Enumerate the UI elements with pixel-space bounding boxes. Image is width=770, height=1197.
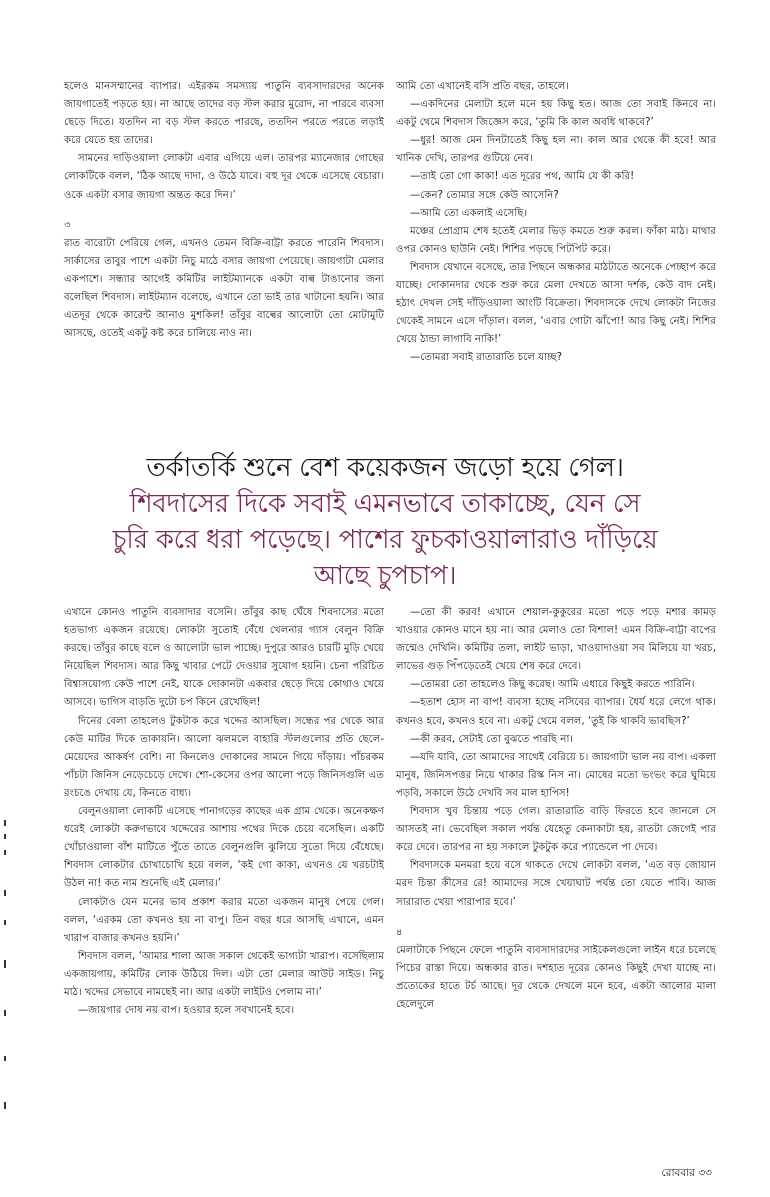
paragraph: লোকটাও যেন মনের ভাব প্রকাশ করার মতো একজন মানুষ পেয়ে গেল। বলল, ‘এরকম তো কখনও হয় না বাপু। তিন বছর ধরে আসছি এখানে, এমন খারাপ বাজার কখনও হয়নি।’ bbox=[64, 896, 384, 944]
pull-quote-line: তর্কাতর্কি শুনে বেশ কয়েকজন জড়ো হয়ে গেল। bbox=[146, 453, 624, 483]
pull-quote-line: আছে চুপচাপ। bbox=[313, 561, 457, 591]
paragraph-group bbox=[396, 604, 716, 912]
paragraph: —তোমরা তো তাহলেও কিছু করেছ। আমি এধারে কিছুই করতে পারিনি। bbox=[410, 679, 695, 691]
paragraph: —একদিনের মেলাটা হলে মনে হয় কিছু হত। আজ তো সবাই কিনবে না। একটু থেমে শিবদাস জিজ্ঞেস করে, ‘তুমি কি কাল অবধি থাকবে?’ bbox=[396, 99, 716, 129]
paragraph: —ধুর! আজ মেন দিনটাতেই কিছু হল না। কাল আর থেকে কী হবে! আর খানিক দেখি, তারপর গুটিয়ে নেব। bbox=[396, 135, 716, 165]
paragraph: বেলুনওয়ালা লোকটি এসেছে পানাগড়ের কাছের এক গ্রাম থেকে। অনেকক্ষণ ধরেই লোকটা করুণভাবে খদ্দেরের আশায় পথের দিকে চেয়ে বসেছিল। একটি খোঁচাওয়ালা বাঁশ মাটিতে পুঁতে তাতে বেলুনগুলি ঝুলিয়ে সুতো দিয়ে বেঁধেছে। শিবদাস লোকটার চোখাচোখি হয়ে বলল, ‘কই গো কাকা, এখনও যে খরচটাই উঠল না! কত নাম শুনেছি এই মেলার।’ bbox=[64, 806, 384, 890]
paragraph: মেলাটাকে পিছনে ফেলে পাতুনি ব্যবসাদারদের সাইকেলগুলো লাইন ধরে চলেছে পিচের রাস্তা দিয়ে। অন্ধকার রাত। দশহাত দূরের কোনও কিছুই দেখা যাচ্ছে না। প্রত্যেকের হাতে টর্চ আছে। দূর থেকে দেখলে মনে হবে, একটা আলোর মালা হেলেদুলে bbox=[396, 944, 716, 1010]
paragraph: —তো কী করব! এখানে শেয়াল-কুকুরের মতো পড়ে পড়ে মশার কামড় খাওয়ার কোনও মানে হয় না। আর মেলাও তো বিশাল! এমন বিক্রি-বাট্টা বাপের জন্মেও দেখিনি। কমিটির তলা, লাইট ভাড়া, খাওয়াদাওয়া সব মিলিয়ে যা খরচ, লাভের গুড় পিঁপড়েতেই খেয়ে শেষ করে দেবে। bbox=[396, 607, 716, 673]
paragraph: —কেন? তোমার সঙ্গে কেউ আসেনি? bbox=[410, 189, 559, 201]
paragraph: সামনের দাড়িওয়ালা লোকটা এবার এগিয়ে এল। তারপর ম্যানেজার গোছের লোকটিকে বলল, ‘ঠিক আছে দাদা, ও উঠে যাবে। বহু দূর থেকে এসেছে বেচারা। ওকে একটা বসার জায়গা অন্তত করে দিন।’ bbox=[64, 153, 384, 201]
column-top-left bbox=[64, 78, 384, 343]
column-top-right bbox=[396, 78, 716, 368]
paragraph: দিনের বেলা তাহলেও টুকটাক করে খদ্দের আসছিল। সন্ধের পর থেকে আর কেউ মাটির দিকে তাকায়নি। আলো ঝলমলে বাহারি স্টলগুলোর প্রতি ছেলে-মেয়েদের আকর্ষণ বেশি। না কিনলেও দোকানের সামনে গিয়ে দাঁড়ায়। পাঁচরকম পাঁচটা জিনিস নেড়েচেড়ে দেখে। শো-কেসের ওপর আলো পড়ে জিনিসগুলি এত রংচঙে দেখায় যে, কিনতে বাধ্য। bbox=[64, 715, 384, 799]
paragraph: এখানে কোনও পাতুনি ব্যবসাদার বসেনি। তাঁবুর কাছ ঘেঁষে শিবদাসের মতো হতভাগ্য একজন রয়েছে। লোকটা সুতোই বেঁধে খেলনার গ্যাস বেলুন বিক্রি করছে। তাঁবুর কাছে বলে ও আলোটা ভাল পাচ্ছে। দুপুরে আরও চারটি মুড়ি খেয়ে নিয়েছিল শিবদাস। আর কিছু খাবার পেটে দেওয়ার সুযোগ হয়নি। চেনা পরিচিত বিশ্বাসযোগ্য কেউ পাশে নেই, যাকে দোকানটা একবার ছেড়ে দিয়ে কোথাও খেয়ে আসবে। ভাগিস বাড়তি দুটো চপ কিনে রেখেছিল! bbox=[64, 607, 384, 709]
paragraph: শিবদাস খুব চিন্তায় পড়ে গেল। রাতারাতি বাড়ি ফিরতে হবে জানলে সে আসতই না। ভেবেছিল সকাল পর্যন্ত যেহেতু কেনাকাটা হয়, রাতটা জেগেই পার করে দেবে। তারপর না হয় সকালে টুকটুক করে প্যান্ডেলে পা দেবে। bbox=[396, 806, 716, 854]
paragraph: মঞ্চের প্রোগ্রাম শেষ হতেই মেলার ভিড় কমতে শুরু করল। ফাঁকা মাঠ। মাথার ওপর কোনও ছাউনি নেই। শিশির পড়ছে পিটপিট করে। bbox=[396, 225, 716, 255]
paragraph: শিবদাস যেখানে বসেছে, তার পিছনে অন্ধকার মাঠটাতে অনেকে পেচ্ছাপ করে যাচ্ছে। দোকানদার থেকে শুরু করে মেলা দেখতে আসা দর্শক, কেউ বাদ নেই। হঠাৎ দেখল সেই দাঁড়িওয়ালা আংটি বিক্রেতা। শিবদাসকে দেখে লোকটা নিজের থেকেই সামনে এসে দাঁড়াল। বলল, ‘এবার গোটা ঝাঁপো! আর কিছু নেই। শিশির খেয়ে ঠান্ডা লাগাবি নাকি!’ bbox=[396, 261, 716, 346]
paragraph: হলেও মানসম্মানের ব্যাপার। এইরকম সমস্যায় পাতুনি ব্যবসাদারদের অনেক জায়গাতেই পড়তে হয়। না আছে তাদের বড় স্টল করার মুরোদ, না পারবে ব্যবসা ছেড়ে দিতে। যতদিন না বড় স্টল করতে পারছে, ততদিন পরতে পরতে লড়াই করে যেতে হয় তাদের। bbox=[64, 81, 384, 147]
page-footer: রোববার ৩৩ bbox=[661, 1167, 712, 1179]
paragraph: শিবদাসকে মনমরা হয়ে বসে থাকতে দেখে লোকটা বলল, ‘এত বড় জোয়ান মরদ চিন্তা কীসের রে! আমাদের সঙ্গে খেয়াঘাট পর্যন্ত তো যেতে পাবি। আজ সারারাত খেয়া পারাপার হবে।’ bbox=[396, 860, 716, 908]
paragraph: —জায়গার দোষ নয় বাপ। হওয়ার হলে সবখানেই হবে। bbox=[78, 1005, 295, 1017]
paragraph: শিবদাস বলল, ‘আমার শালা আজ সকাল থেকেই ভাগ্যটা খারাপ। বসেছিলাম একজায়গায়, কমিটির লোক উঠিয়ে দিল। এটা তো মেলার আউট সাইড। নিচু মাঠ। খদ্দের সেভাবে নামছেই না। আর একটা লাইটও পেলাম না।’ bbox=[64, 950, 384, 998]
paragraph: —আমি তো একলাই এসেছি। bbox=[410, 207, 528, 219]
pull-quote bbox=[40, 450, 730, 594]
pull-quote-line: শিবদাসের দিকে সবাই এমনভাবে তাকাচ্ছে, যেন সে bbox=[129, 489, 641, 519]
column-bottom-right bbox=[396, 604, 716, 1014]
pull-quote-line: চুরি করে ধরা পড়েছে। পাশের ফুচকাওয়ালারাও দাঁড়িয়ে bbox=[112, 525, 658, 555]
paragraph: —তোমরা সবাই রাতারাতি চলে যাচ্ছ? bbox=[410, 352, 563, 364]
paragraph: রাত বারোটা পেরিয়ে গেল, এখনও তেমন বিক্রি-বাট্টা করতে পারেনি শিবদাস। সার্কাসের তাবুর পাশে একটা নিচু মাঠে বসার জায়গা পেয়েছে। জায়গাটা মেলার একপাশে। সন্ধ্যার আগেই কমিটির লাইটম্যানকে একটা বাল্ব টাঙানোর জন্য বলেছিল শিবদাস। লাইটম্যান বলেছে, এখানে তো ভাই তার খাটানো হয়নি। আর এতদূর থেকে কারেন্ট আনাও মুশকিল! তাঁবুর বাল্বের আলোটা তো মোটামুটি আসছে, ওতেই একটু কষ্ট করে চালিয়ে নাও না। bbox=[64, 237, 384, 340]
paragraph: —কী করব, সেটাই তো বুঝতে পারছি না। bbox=[410, 733, 574, 745]
paragraph: আমি তো এখানেই বসি প্রতি বছর, তাহলে। bbox=[396, 81, 569, 92]
column-bottom-left bbox=[64, 604, 384, 1020]
paragraph: —হতাশ হোস না বাপ! ব্যবসা হচ্ছে নসিবের ব্যাপার। ধৈর্য ধরে লেগে থাক। কখনও হবে, কখনও হবে না। একটু থেমে বলল, ‘তুই কি থাকবি ভাবছিস?’ bbox=[396, 697, 716, 727]
paragraph: —যদি যাবি, তো আমাদের সাথেই বেরিয়ে চ। জায়গাটা ভাল নয় বাপ। একলা মানুষ, জিনিসপত্তর নিয়ে থাকার রিস্ক নিস না। মোষের মতো ভংভং করে ঘুমিয়ে পড়বি, সকালে উঠে দেখবি সব মাল হাপিস! bbox=[396, 751, 716, 799]
section-number-3: ৩ bbox=[64, 219, 71, 231]
section-number-4: ৪ bbox=[396, 926, 403, 938]
paragraph: —তাই তো গো কাকা! এত দূরের পথ, আমি যে কী করি! bbox=[410, 171, 635, 183]
margin-marks bbox=[4, 820, 12, 1130]
